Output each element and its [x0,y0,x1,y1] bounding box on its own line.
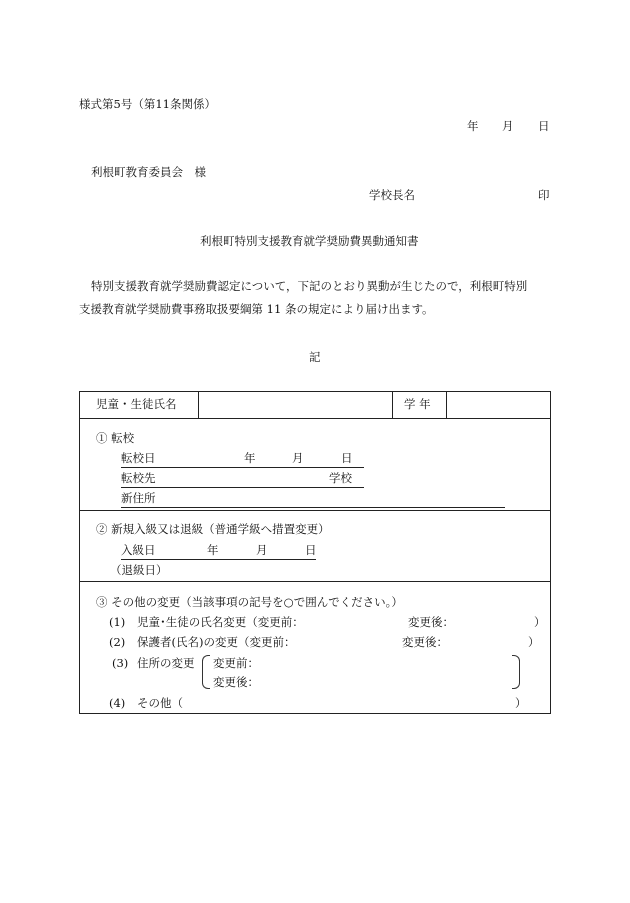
item2-close-paren: ） [528,635,540,649]
address-after-label: 変更後： [213,675,259,689]
student-name-label: 児童・生徒氏名 [96,397,177,411]
other-changes-heading: ③ その他の変更（当該事項の記号を○で囲んでください。） [96,595,403,609]
student-name-change-label: 児童･生徒の氏名変更（変更前： [137,615,304,629]
table-row-border [79,418,551,419]
left-bracket [202,655,210,689]
guardian-name-after-label: 変更後： [402,635,448,649]
table-divider [198,391,199,418]
student-name-field[interactable] [200,393,390,416]
table-row-border [79,581,551,582]
document-title: 利根町特別支援教育就学奨励費異動通知書 [200,234,419,248]
transfer-date-label: 転校日 [121,451,156,465]
table-row-border [79,510,551,511]
entry-month-label: 月 [256,543,268,557]
table-divider [446,391,447,418]
entry-date-underline [121,559,316,560]
seal-mark: 印 [538,188,550,202]
transfer-heading: ① 転校 [96,431,135,445]
item3-number: (3) [112,656,129,670]
grade-label: 学 年 [404,397,431,411]
entry-year-label: 年 [207,543,219,557]
entry-date-label: 入級日 [121,543,156,557]
table-divider [392,391,393,418]
item4-number: (4) [109,696,126,710]
date-year-label: 年 [467,119,479,133]
item4-close-paren: ） [515,696,527,710]
transfer-day-label: 日 [341,451,353,465]
body-text-line1: 特別支援教育就学奨励費認定について，下記のとおり異動が生じたので，利根町特別 [91,279,528,293]
form-number: 様式第5号（第11条関係） [79,97,216,111]
new-address-label: 新住所 [121,491,156,505]
addressee: 利根町教育委員会 様 [91,165,206,179]
withdrawal-date-note: （退級日） [110,563,168,577]
grade-field[interactable] [448,393,548,416]
address-before-label: 変更前： [213,656,259,670]
entry-day-label: 日 [305,543,317,557]
transfer-month-label: 月 [292,451,304,465]
right-bracket [512,655,520,689]
guardian-name-change-label: 保護者(氏名)の変更（変更前： [137,635,296,649]
date-month-label: 月 [502,119,514,133]
transfer-destination-underline [121,487,364,488]
transfer-year-label: 年 [244,451,256,465]
new-address-underline [121,507,505,508]
ki-mark: 記 [309,350,321,364]
transfer-destination-label: 転校先 [121,471,156,485]
address-change-label: 住所の変更 [137,656,195,670]
principal-name-label: 学校長名 [369,188,415,202]
student-name-after-label: 変更後： [408,615,454,629]
item2-number: (2) [109,635,126,649]
date-day-label: 日 [538,119,550,133]
school-suffix-label: 学校 [329,471,352,485]
item1-number: (1) [109,615,126,629]
transfer-date-underline [121,467,364,468]
class-change-heading: ② 新規入級又は退級（普通学級へ措置変更） [96,522,330,536]
other-change-label: その他（ [137,696,183,710]
item1-close-paren: ） [534,615,546,629]
body-text-line2: 支援教育就学奨励費事務取扱要綱第 11 条の規定により届け出ます。 [79,302,434,316]
